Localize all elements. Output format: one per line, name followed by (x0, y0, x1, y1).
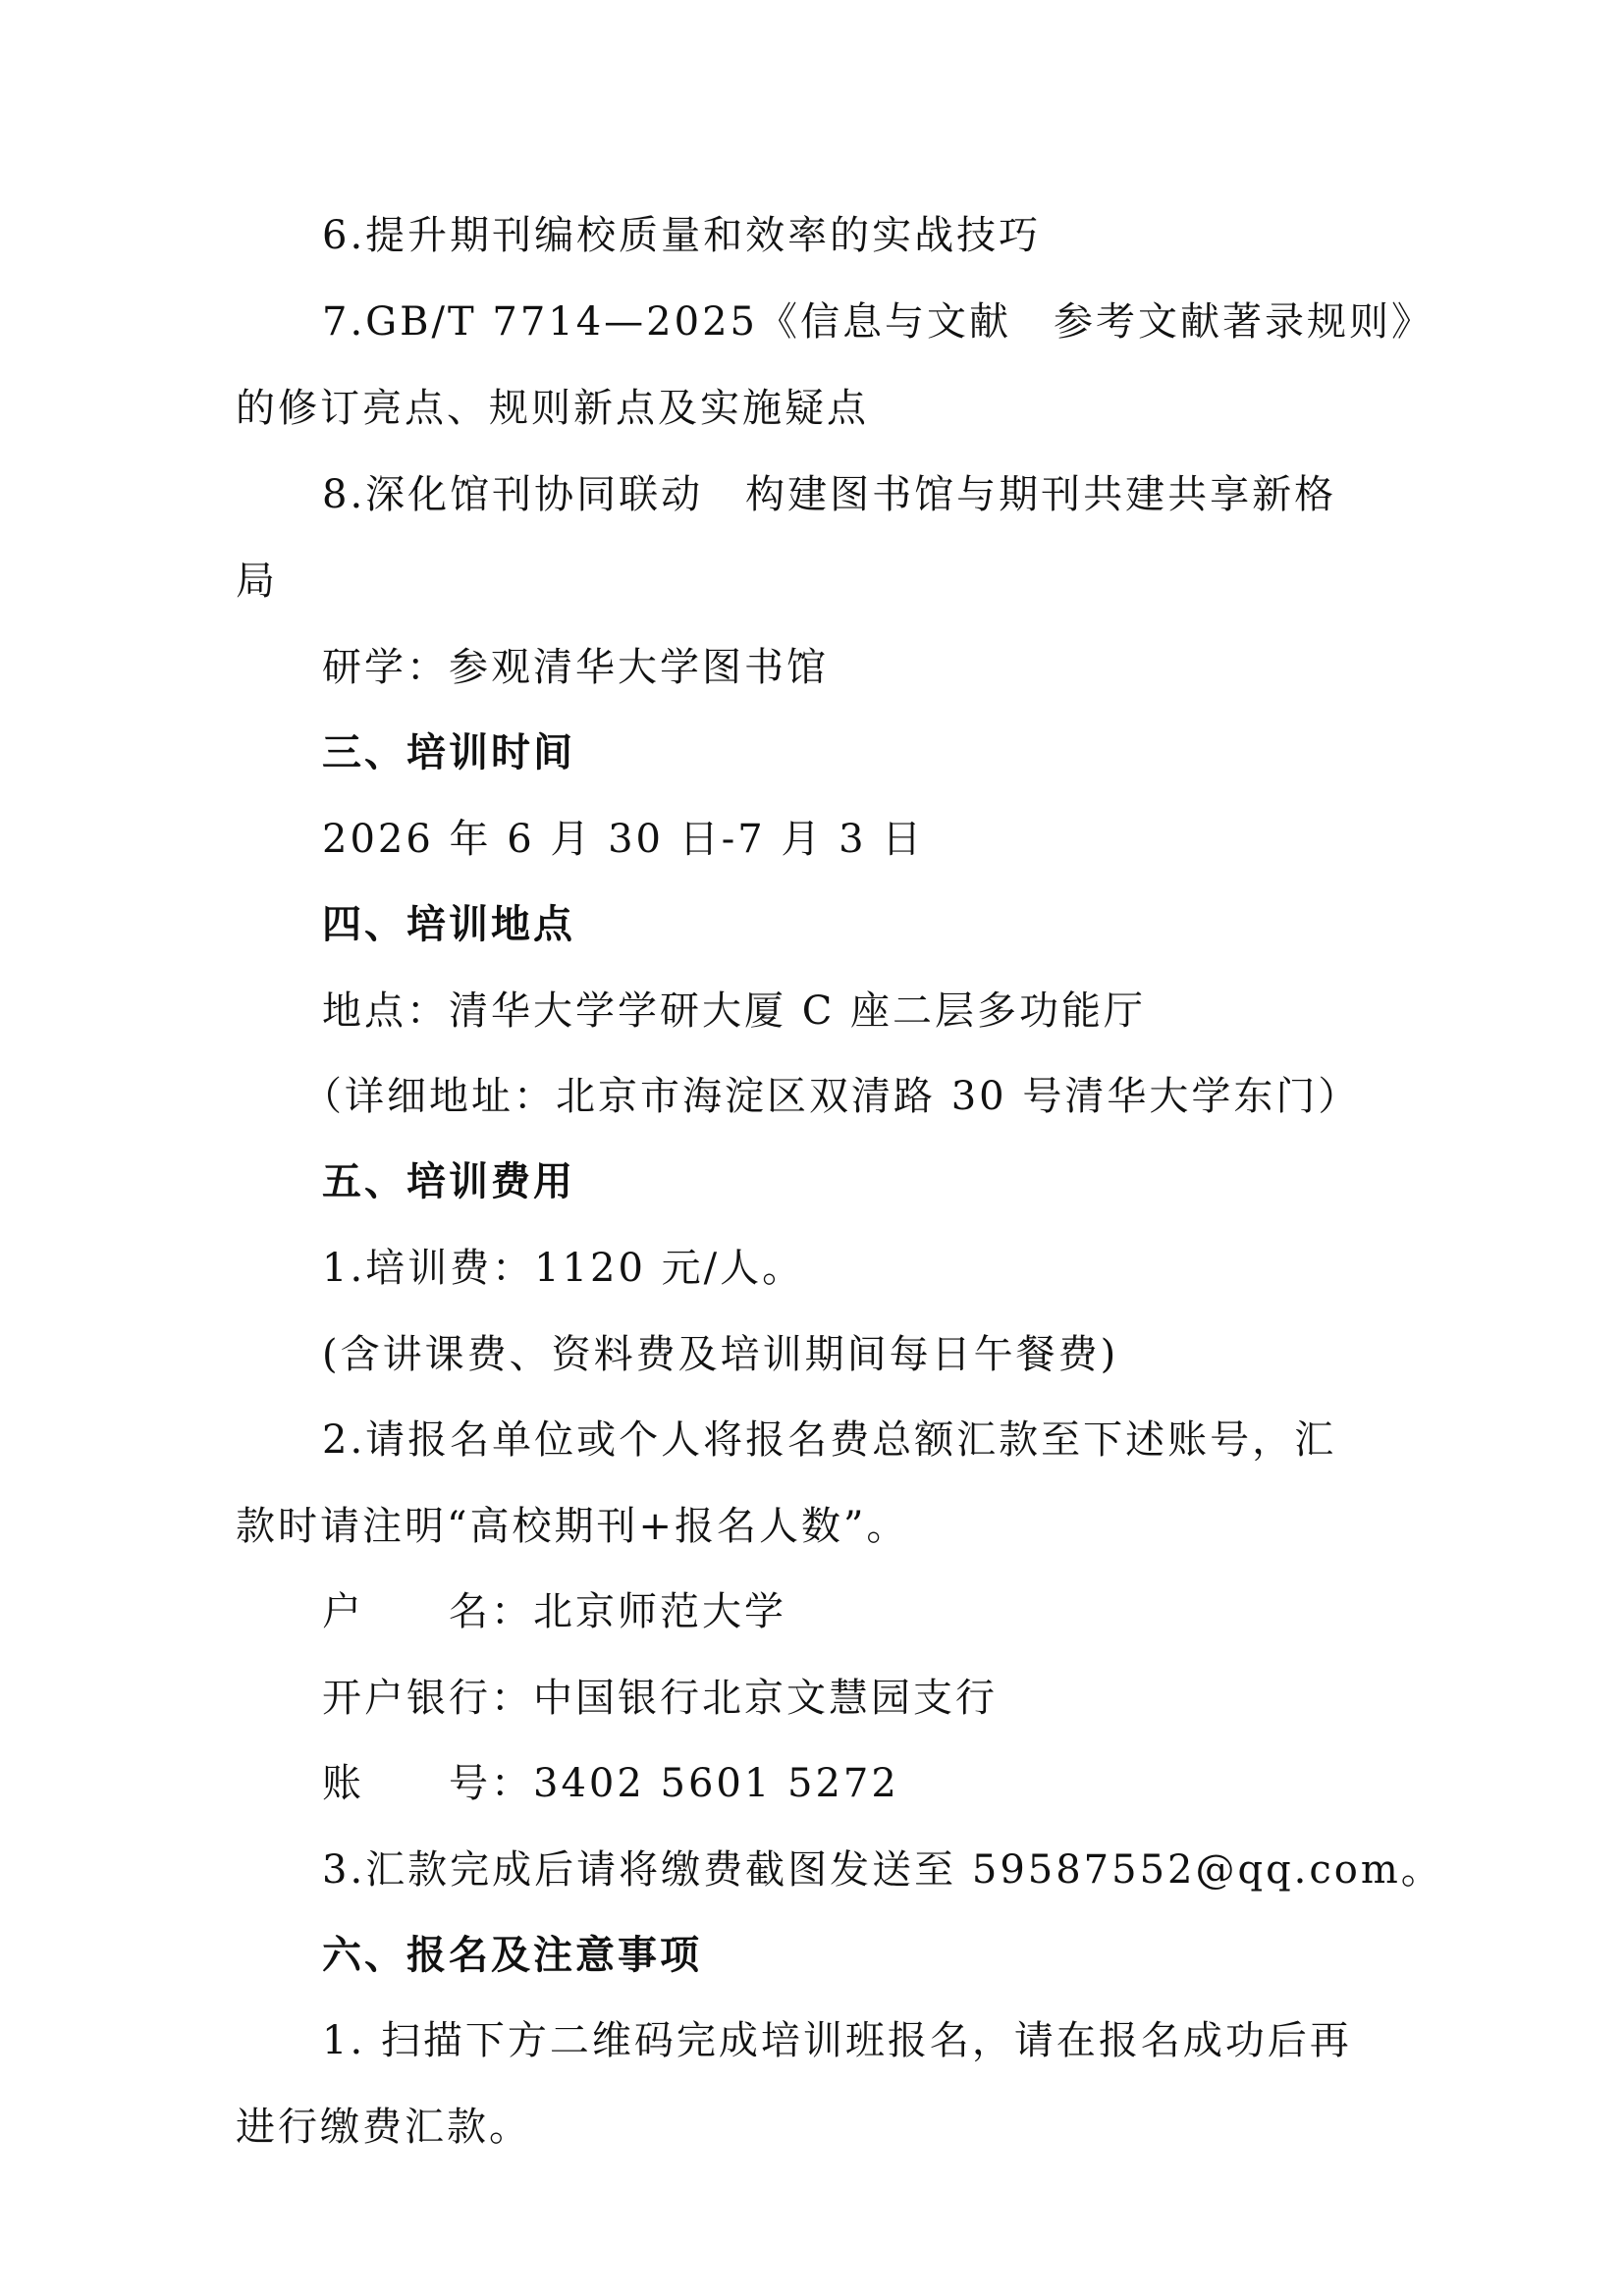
account-bank: 开户银行：中国银行北京文慧园支行 (322, 1676, 998, 1721)
fee-item-2: 2.请报名单位或个人将报名费总额汇款至下述账号，汇 (322, 1417, 1337, 1463)
item-6: 6.提升期刊编校质量和效率的实战技巧 (322, 213, 1042, 258)
fee-item-2-continued: 款时请注明“高校期刊+报名人数”。 (236, 1504, 909, 1549)
fee-item-3: 3.汇款完成后请将缴费截图发送至 59587552@qq.com。 (322, 1847, 1443, 1893)
section-heading-time: 三、培训时间 (322, 730, 575, 775)
fee-note: (含讲课费、资料费及培训期间每日午餐费) (322, 1332, 1119, 1377)
account-number: 账 号：3402 5601 5272 (322, 1761, 899, 1806)
registration-item-1: 1. 扫描下方二维码完成培训班报名，请在报名成功后再 (322, 2018, 1352, 2063)
item-8-continued: 局 (236, 559, 278, 604)
section-heading-location: 四、培训地点 (322, 902, 575, 947)
detailed-address: （详细地址：北京市海淀区双清路 30 号清华大学东门） (302, 1074, 1361, 1119)
fee-item-1: 1.培训费：1120 元/人。 (322, 1246, 805, 1291)
location: 地点：清华大学学研大厦 C 座二层多功能厅 (322, 988, 1147, 1034)
item-8: 8.深化馆刊协同联动 构建图书馆与期刊共建共享新格 (322, 472, 1337, 517)
training-date: 2026 年 6 月 30 日-7 月 3 日 (322, 817, 925, 862)
account-name: 户 名：北京师范大学 (322, 1589, 786, 1634)
registration-item-1-continued: 进行缴费汇款。 (236, 2105, 531, 2150)
study-visit: 研学：参观清华大学图书馆 (322, 645, 829, 690)
section-heading-fees: 五、培训费用 (322, 1159, 575, 1204)
section-heading-registration: 六、报名及注意事项 (322, 1933, 702, 1978)
item-7-continued: 的修订亮点、规则新点及实施疑点 (236, 386, 869, 431)
item-7: 7.GB/T 7714—2025《信息与文献 参考文献著录规则》 (322, 299, 1434, 345)
